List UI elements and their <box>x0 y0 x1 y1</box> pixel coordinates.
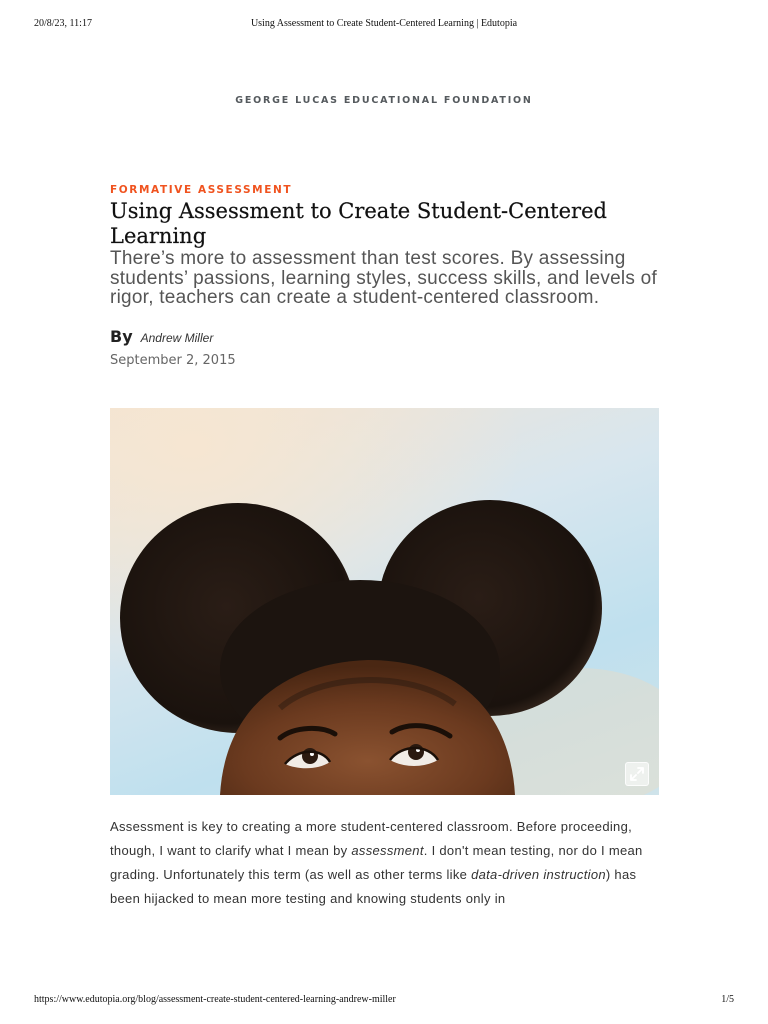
print-page-number: 1/5 <box>721 994 734 1005</box>
hero-image <box>110 408 659 795</box>
print-page-title: Using Assessment to Create Student-Centered Learning | Edutopia <box>250 18 518 29</box>
body-emphasis-assessment: assessment <box>351 843 424 858</box>
category-link[interactable]: FORMATIVE ASSESSMENT <box>110 184 293 196</box>
publish-date: September 2, 2015 <box>110 352 236 368</box>
hero-illustration <box>110 408 659 795</box>
expand-image-button[interactable] <box>625 762 649 786</box>
print-footer <box>34 994 734 1008</box>
body-text-run: ) has been hijacked to mean more testing and knowing students only in <box>110 867 637 906</box>
body-text-run: . I don't mean testing, nor do I mean grading. Unfortunately this term (as well as other terms like <box>110 843 643 882</box>
foundation-logo-text[interactable]: GEORGE LUCAS EDUCATIONAL FOUNDATION <box>235 95 533 106</box>
article-subtitle: There’s more to assessment than test scores. By assessing students’ passions, learning styles, success skills, and levels of rigor, teachers can create a student-centered classroom. <box>110 248 657 308</box>
article-title: Using Assessment to Create Student-Centered Learning <box>110 199 607 248</box>
body-text-run: Assessment is key to creating a more student-centered classroom. Before proceeding, though, I want to clarify what I mean by <box>110 819 633 858</box>
author-link[interactable]: Andrew Miller <box>140 330 214 345</box>
article-header <box>110 184 660 368</box>
article-body-paragraph <box>110 815 662 911</box>
print-url: https://www.edutopia.org/blog/assessment-create-student-centered-learning-andrew-miller <box>34 994 396 1005</box>
print-timestamp: 20/8/23, 11:17 <box>34 18 92 29</box>
body-emphasis-data-driven: data-driven instruction <box>471 867 606 882</box>
expand-icon <box>629 766 645 782</box>
byline <box>110 326 660 348</box>
print-header <box>34 18 734 32</box>
byline-label: By <box>110 326 133 346</box>
